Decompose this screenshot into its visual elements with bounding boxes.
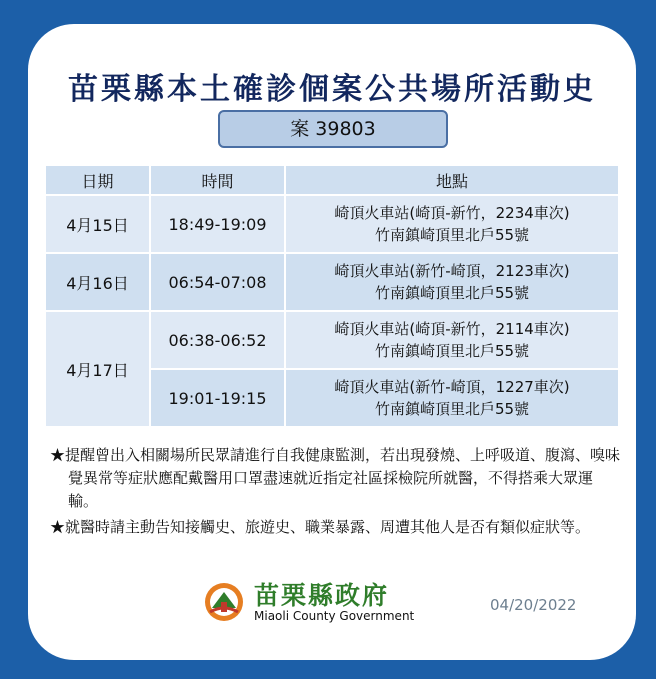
header-location: 地點 — [285, 165, 619, 195]
table-header-row — [45, 165, 619, 195]
case-number-badge: 案 39803 — [218, 110, 448, 148]
government-name-en: Miaoli County Government — [254, 609, 415, 623]
publish-date: 04/20/2022 — [490, 596, 577, 614]
time-cell: 18:49-19:09 — [150, 195, 285, 253]
date-cell: 4月16日 — [45, 253, 150, 311]
date-cell: 4月17日 — [45, 311, 150, 427]
location-line: 崎頂火車站(崎頂-新竹，2234車次) — [334, 204, 570, 222]
miaoli-county-emblem-icon — [204, 582, 244, 622]
address-line: 竹南鎮崎頂里北戶55號 — [374, 342, 530, 360]
medical-visit-note: ★就醫時請主動告知接觸史、旅遊史、職業暴露、周遭其他人是否有類似症狀等。 — [50, 518, 591, 536]
notes-section — [50, 444, 620, 542]
government-name: 苗栗縣政府 — [254, 581, 390, 610]
time-cell: 19:01-19:15 — [150, 369, 285, 427]
header-date: 日期 — [45, 165, 150, 195]
date-cell: 4月15日 — [45, 195, 150, 253]
table-row — [45, 311, 619, 369]
header-time: 時間 — [150, 165, 285, 195]
health-monitoring-note: ★提醒曾出入相關場所民眾請進行自我健康監測，若出現發燒、上呼吸道、腹瀉、嗅味覺異常等症狀應配戴醫用口罩盡速就近指定社區採檢院所就醫，不得搭乘大眾運輸。 — [50, 446, 621, 510]
time-cell: 06:38-06:52 — [150, 311, 285, 369]
address-line: 竹南鎮崎頂里北戶55號 — [374, 400, 530, 418]
table-row — [45, 253, 619, 311]
location-line: 崎頂火車站(崎頂-新竹，2114車次) — [334, 320, 570, 338]
address-line: 竹南鎮崎頂里北戶55號 — [374, 284, 530, 302]
location-line: 崎頂火車站(新竹-崎頂，1227車次) — [334, 378, 570, 396]
location-line: 崎頂火車站(新竹-崎頂，2123車次) — [334, 262, 570, 280]
table-row — [45, 195, 619, 253]
page-title: 苗栗縣本土確診個案公共場所活動史 — [68, 72, 596, 107]
location-cell — [285, 369, 619, 427]
time-cell: 06:54-07:08 — [150, 253, 285, 311]
activity-history-table — [44, 164, 620, 428]
location-cell — [285, 311, 619, 369]
location-cell — [285, 195, 619, 253]
announcement-card — [28, 24, 636, 660]
location-cell — [285, 253, 619, 311]
address-line: 竹南鎮崎頂里北戶55號 — [374, 226, 530, 244]
